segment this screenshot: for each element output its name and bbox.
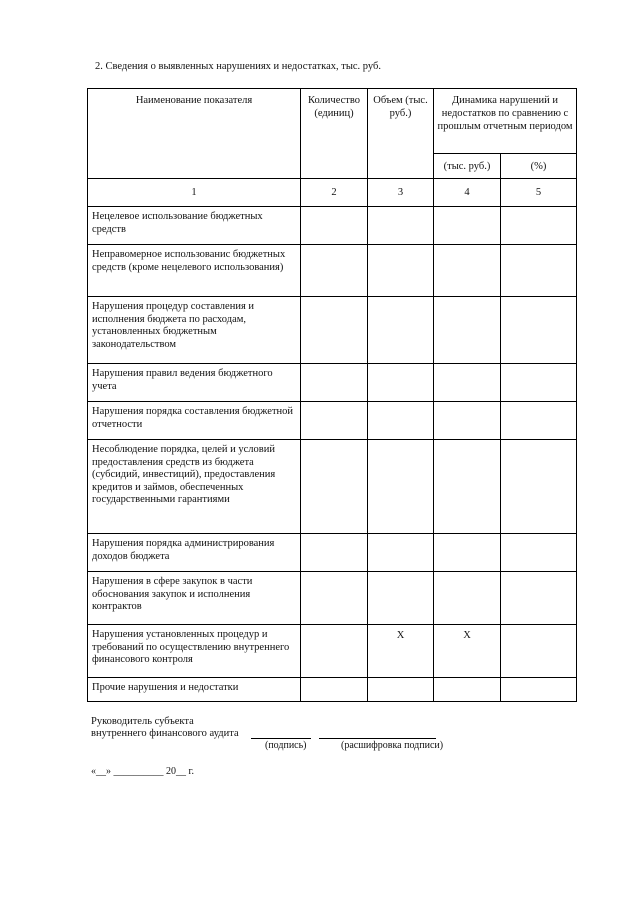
- header-dyn-thousand: (тыс. руб.): [434, 154, 501, 179]
- cell-dyn-percent: [501, 297, 577, 364]
- column-number: 3: [368, 179, 434, 207]
- table-row: [88, 297, 577, 364]
- column-number: 2: [301, 179, 368, 207]
- cell-dyn-percent: [501, 364, 577, 402]
- row-name: Несоблюдение порядка, целей и условий предоставления средств из бюджета (субсидий, инвестиций), предоставления кредитов и займов, обеспеченных государственными гарантиями: [88, 440, 301, 534]
- row-name: Нарушения порядка составления бюджетной отчетности: [88, 402, 301, 440]
- cell-dyn-percent: [501, 534, 577, 572]
- cell-count: [301, 207, 368, 245]
- date-line: «__» __________ 20__ г.: [91, 766, 194, 777]
- header-count: Количество (единиц): [301, 89, 368, 179]
- column-number: 1: [88, 179, 301, 207]
- cell-count: [301, 402, 368, 440]
- table-row: [88, 678, 577, 702]
- cell-count: [301, 297, 368, 364]
- cell-volume: [368, 534, 434, 572]
- cell-count: [301, 440, 368, 534]
- signature-caption: (подпись): [265, 740, 307, 751]
- header-dynamics: Динамика нарушений и недостатков по сравнению с прошлым отчетным периодом: [434, 89, 577, 154]
- cell-dyn-percent: [501, 440, 577, 534]
- header-name: Наименование показателя: [88, 89, 301, 179]
- cell-dyn-percent: [501, 245, 577, 297]
- signature-title-line1: Руководитель субъекта: [91, 716, 194, 727]
- cell-count: [301, 534, 368, 572]
- row-name: Нарушения установленных процедур и требований по осуществлению внутреннего финансового контроля: [88, 625, 301, 678]
- cell-count: [301, 245, 368, 297]
- cell-count: [301, 364, 368, 402]
- row-name: Неправомерное использованис бюджетных средств (кроме нецелевого использования): [88, 245, 301, 297]
- header-volume: Объем (тыс. руб.): [368, 89, 434, 179]
- row-name: Нарушения правил ведения бюджетного учета: [88, 364, 301, 402]
- table-row: [88, 402, 577, 440]
- violations-table: [87, 88, 577, 702]
- cell-volume: [368, 678, 434, 702]
- cell-volume: [368, 364, 434, 402]
- cell-volume: [368, 402, 434, 440]
- row-name: Нецелевое использование бюджетных средств: [88, 207, 301, 245]
- cell-dyn-thousand: [434, 364, 501, 402]
- row-name: Прочие нарушения и недостатки: [88, 678, 301, 702]
- cell-dyn-thousand: [434, 207, 501, 245]
- cell-volume: [368, 207, 434, 245]
- table-row: [88, 534, 577, 572]
- table-row: [88, 364, 577, 402]
- cell-volume: [368, 297, 434, 364]
- header-dyn-percent: (%): [501, 154, 577, 179]
- table-row: [88, 440, 577, 534]
- column-numbers-row: [88, 179, 577, 207]
- cell-dyn-thousand: [434, 402, 501, 440]
- signature-title: [91, 716, 239, 740]
- signature-decode-caption: (расшифровка подписи): [341, 740, 444, 751]
- cell-dyn-thousand: [434, 572, 501, 625]
- column-number: 4: [434, 179, 501, 207]
- row-name: Нарушения процедур составления и исполнения бюджета по расходам, установленных бюджетным законодательством: [88, 297, 301, 364]
- cell-dyn-thousand: [434, 440, 501, 534]
- signature-decode-line: [319, 738, 436, 739]
- cell-dyn-percent: [501, 625, 577, 678]
- cell-count: [301, 625, 368, 678]
- row-name: Нарушения в сфере закупок в части обоснования закупок и исполнения контрактов: [88, 572, 301, 625]
- cell-dyn-thousand: X: [434, 625, 501, 678]
- cell-volume: X: [368, 625, 434, 678]
- table-row: [88, 207, 577, 245]
- signature-line: [251, 738, 311, 739]
- cell-count: [301, 678, 368, 702]
- cell-dyn-thousand: [434, 297, 501, 364]
- column-number: 5: [501, 179, 577, 207]
- cell-dyn-percent: [501, 678, 577, 702]
- cell-dyn-percent: [501, 572, 577, 625]
- table-row: [88, 625, 577, 678]
- signature-title-line2: внутреннего финансового аудита: [91, 728, 239, 739]
- cell-dyn-thousand: [434, 534, 501, 572]
- cell-volume: [368, 245, 434, 297]
- table-row: [88, 572, 577, 625]
- row-name: Нарушения порядка администрирования доходов бюджета: [88, 534, 301, 572]
- section-heading: 2. Сведения о выявленных нарушениях и недостатках, тыс. руб.: [95, 61, 381, 72]
- table-row: [88, 245, 577, 297]
- header-row: [88, 89, 577, 154]
- cell-count: [301, 572, 368, 625]
- cell-dyn-thousand: [434, 678, 501, 702]
- cell-dyn-percent: [501, 402, 577, 440]
- cell-dyn-percent: [501, 207, 577, 245]
- cell-dyn-thousand: [434, 245, 501, 297]
- cell-volume: [368, 440, 434, 534]
- cell-volume: [368, 572, 434, 625]
